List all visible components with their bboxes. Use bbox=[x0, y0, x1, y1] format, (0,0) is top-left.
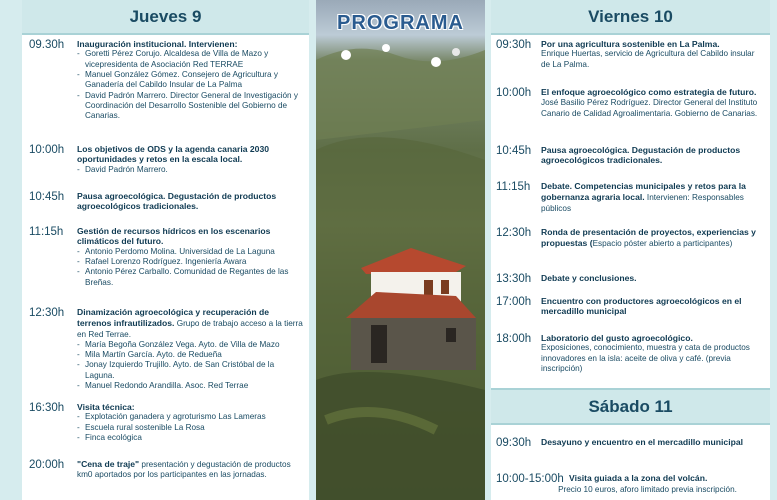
event-title: "Cena de traje" bbox=[77, 459, 140, 469]
event-title: Debate y conclusiones. bbox=[541, 273, 637, 283]
event-title: Gestión de recursos hídricos en los escenarios climáticos del futuro. bbox=[77, 226, 271, 247]
event-title: Pausa agroecológica. Degustación de productos agroecológicos tradicionales. bbox=[77, 191, 277, 212]
visit-stop: - Escuela rural sostenible La Rosa bbox=[77, 423, 303, 433]
event-title: Pausa agroecológica. Degustación de productos agroecológicos tradicionales. bbox=[541, 145, 741, 166]
event-time: 10:00-15:00h bbox=[496, 473, 564, 485]
event-description: Intervienen: Responsables públicos bbox=[541, 193, 744, 213]
event-title: Visita técnica: bbox=[77, 402, 135, 412]
speaker: - David Padrón Marrero. bbox=[77, 165, 303, 175]
event-title: Inauguración institucional. Intervienen: bbox=[77, 39, 238, 49]
event-time: 10:00h bbox=[496, 87, 532, 99]
event-time: 17:00h bbox=[496, 296, 532, 308]
speaker: - Antonio Perdomo Molina. Universidad de La Laguna bbox=[77, 247, 303, 257]
right-column bbox=[491, 0, 770, 500]
program-title: PROGRAMA bbox=[337, 12, 464, 34]
speaker: - Mila Martín García. Ayto. de Redueña bbox=[77, 350, 303, 360]
speaker: - David Padrón Marrero. Director General de Investigación y Coordinación del Desarrollo Sostenible del Gobierno de Canarias. bbox=[77, 91, 303, 122]
event-time: 10:45h bbox=[29, 191, 65, 203]
event-title: Por una agricultura sostenible en La Palma. bbox=[541, 39, 720, 49]
event-title: Debate. Competencias municipales y retos para la gobernanza agraria local. bbox=[541, 181, 746, 203]
event-time: 13:30h bbox=[496, 273, 532, 285]
speaker: - Manuel Redondo Arandilla. Asoc. Red Terrae bbox=[77, 381, 303, 391]
speaker: - Goretti Pérez Corujo. Alcaldesa de Villa de Mazo y vicepresidenta de Asociación Red TERRAE bbox=[77, 49, 303, 70]
speaker: - Jonay Izquierdo Trujillo. Ayto. de San Cristóbal de la Laguna. bbox=[77, 360, 303, 381]
speaker: - Rafael Lorenzo Rodríguez. Ingeniería Awara bbox=[77, 257, 303, 267]
speaker: - María Begoña González Vega. Ayto. de Villa de Mazo bbox=[77, 340, 303, 350]
event-time: 18:00h bbox=[496, 333, 532, 345]
event-time: 09:30h bbox=[496, 437, 532, 449]
event-description: Precio 10 euros, aforo limitado previa inscripción. bbox=[558, 485, 737, 494]
speaker: - Manuel González Gómez. Consejero de Agricultura y Ganadería del Cabildo Insular de La Palma bbox=[77, 70, 303, 91]
event-title: Encuentro con productores agroecológicos en el mercadillo municipal bbox=[541, 296, 742, 317]
event-description: presentación y degustación de productos km0 aportados por los participantes en las jornadas. bbox=[77, 460, 291, 480]
visit-stop: - Finca ecológica bbox=[77, 433, 303, 443]
event-time: 10:45h bbox=[496, 145, 532, 157]
event-time: 20:00h bbox=[29, 459, 65, 471]
event-time: 12:30h bbox=[496, 227, 532, 239]
landscape-photo bbox=[316, 0, 485, 500]
event-description: Grupo de trabajo acceso a la tierra en Red Terrae. bbox=[77, 319, 303, 339]
event-title: Desayuno y encuentro en el mercadillo municipal bbox=[541, 437, 744, 447]
event-time: 11:15h bbox=[496, 181, 531, 193]
visit-stop: - Explotación ganadera y agroturismo Las Lameras bbox=[77, 412, 303, 422]
left-column bbox=[22, 0, 309, 500]
event-time: 10:00h bbox=[29, 144, 65, 156]
house-illustration bbox=[316, 0, 485, 500]
event-time: 09.30h bbox=[29, 39, 65, 51]
event-title: Visita guiada a la zona del volcán. bbox=[569, 473, 708, 483]
day-header-friday: Viernes 10 bbox=[491, 0, 770, 35]
event-description: José Basilio Pérez Rodríguez. Director General del Instituto Canario de Calidad Agroalimentaria. Gobierno de Canarias. bbox=[541, 98, 758, 118]
day-header-thursday: Jueves 9 bbox=[22, 0, 309, 35]
event-title: Ronda de presentación de proyectos, experiencias y propuestas ( bbox=[541, 227, 756, 249]
event-title: Los objetivos de ODS y la agenda canaria 2030 oportunidades y retos en la escala local. bbox=[77, 144, 270, 165]
event-description: Enrique Huertas, servicio de Agricultura del Cabildo insular de La Palma. bbox=[541, 49, 755, 69]
day-header-saturday: Sábado 11 bbox=[491, 388, 770, 425]
event-title: Laboratorio del gusto agroecológico. bbox=[541, 333, 693, 343]
event-description: Espacio póster abierto a participantes) bbox=[592, 239, 733, 249]
event-description: Exposiciones, conocimiento, muestra y cata de productos innovadores en la isla: aceite de oliva y café. (previa inscripción) bbox=[541, 343, 750, 373]
speaker: - Antonio Pérez Carballo. Comunidad de Regantes de las Breñas. bbox=[77, 267, 303, 288]
event-time: 16:30h bbox=[29, 402, 65, 414]
event-time: 11:15h bbox=[29, 226, 64, 238]
event-title: El enfoque agroecológico como estrategia de futuro. bbox=[541, 87, 757, 97]
event-time: 09:30h bbox=[496, 39, 532, 51]
event-title: Dinamización agroecológica y recuperación de terrenos infrautilizados. bbox=[77, 307, 269, 329]
event-time: 12:30h bbox=[29, 307, 65, 319]
